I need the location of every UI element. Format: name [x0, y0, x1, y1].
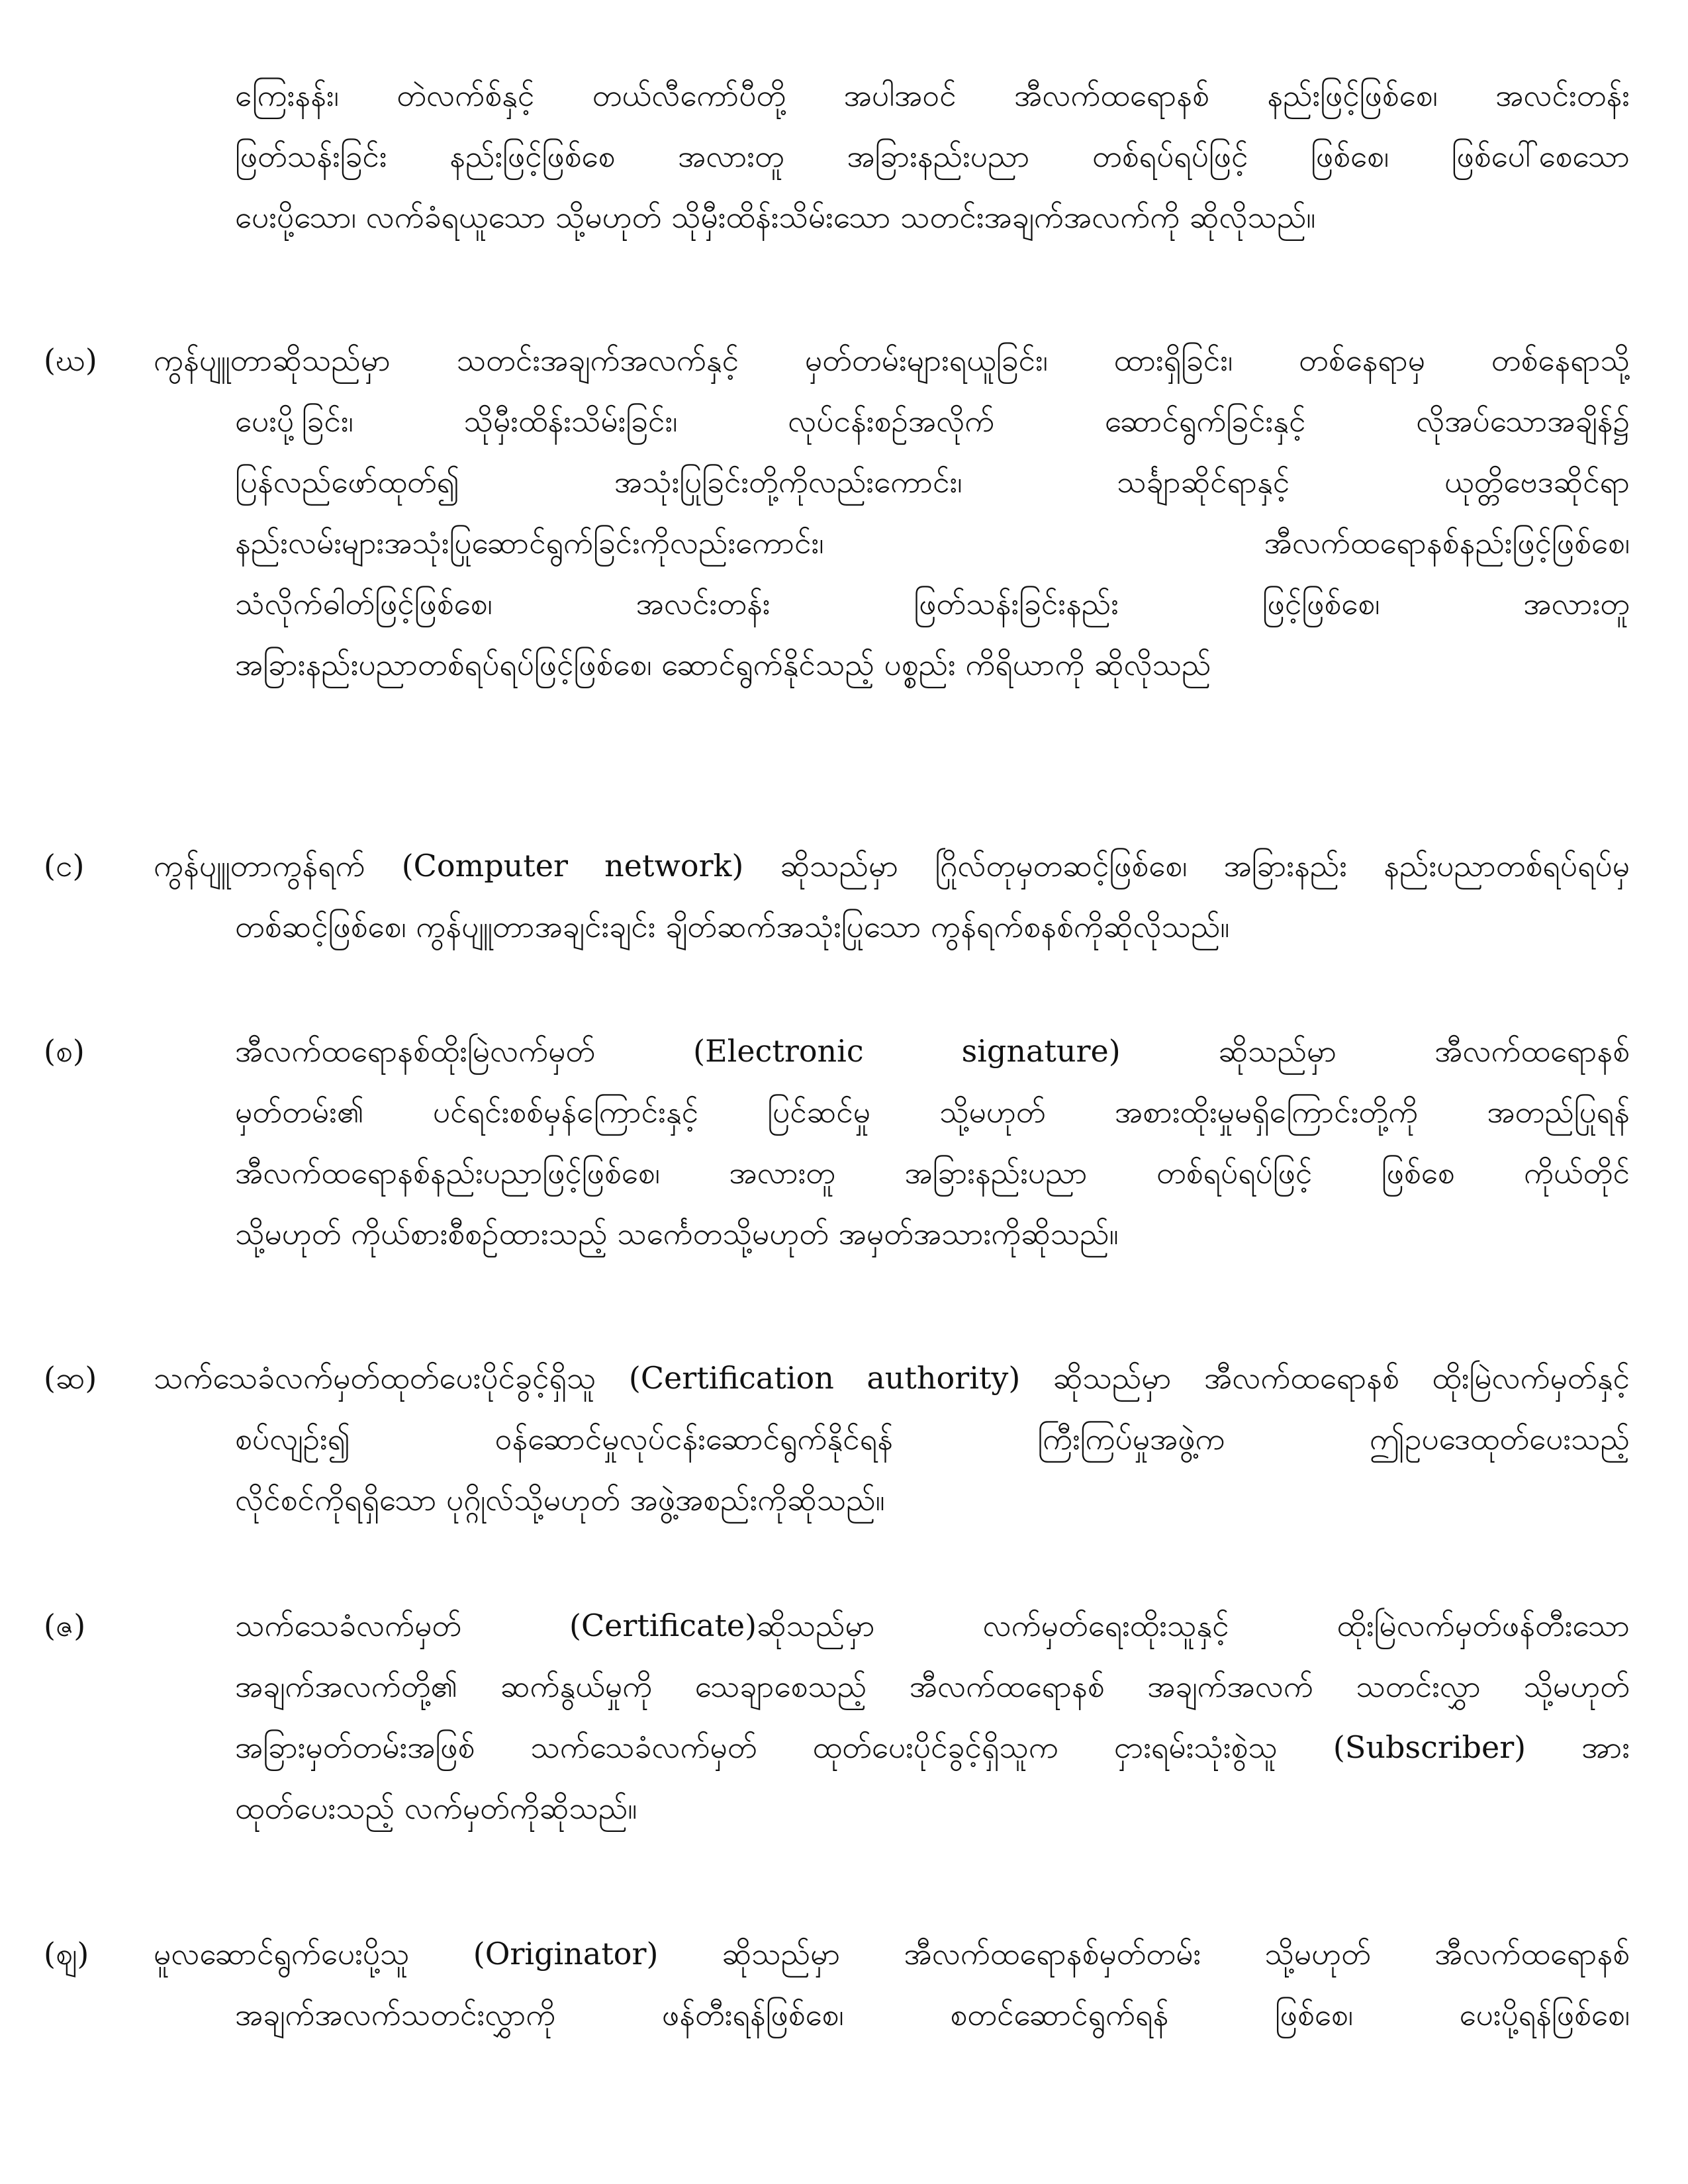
- clause-marker: (ဈ): [44, 1936, 89, 1972]
- clause-line: ပြန်လည်ဖော်ထုတ်၍ အသုံးပြုခြင်းတို့ကိုလည်းကောင်း၊ သင်္ချာဆိုင်ရာနှင့် ယုတ္တိဗေဒဆိုင်ရာ: [235, 464, 1630, 500]
- clause-line: အီလက်ထရောနစ်နည်းပညာဖြင့်ဖြစ်စေ၊ အလားတူ အခြားနည်းပညာ တစ်ရပ်ရပ်ဖြင့် ဖြစ်စေ ကိုယ်တိုင်: [235, 1155, 1630, 1191]
- clause-line: အချက်အလက်သတင်းလွှာကို ဖန်တီးရန်ဖြစ်စေ၊ စတင်ဆောင်ရွက်ရန် ဖြစ်စေ၊ ပေးပို့ရန်ဖြစ်စေ၊: [235, 1997, 1630, 2032]
- clause-line: နည်းလမ်းများအသုံးပြုဆောင်ရွက်ခြင်းကိုလည်းကောင်း၊ အီလက်ထရောနစ်နည်းဖြင့်ဖြစ်စေ၊: [235, 525, 1630, 561]
- clause-line: အချက်အလက်တို့၏ ဆက်နွယ်မှုကို သေချာစေသည့် အီလက်ထရောနစ် အချက်အလက် သတင်းလွှာ သို့မဟုတ်: [235, 1668, 1630, 1704]
- clause-marker: (စ): [44, 1033, 85, 1069]
- clause-line: စပ်လျဉ်း၍ ဝန်ဆောင်မှုလုပ်ငန်းဆောင်ရွက်နိုင်ရန် ကြီးကြပ်မှုအဖွဲ့က ဤဥပဒေထုတ်ပေးသည့်: [235, 1421, 1630, 1457]
- clause-line: မူလဆောင်ရွက်ပေးပို့သူ (Originator) ဆိုသည်မှာ အီလက်ထရောနစ်မှတ်တမ်း သို့မဟုတ် အီလက်ထရောနစ်: [154, 1936, 1630, 1972]
- clause-line: အီလက်ထရောနစ်ထိုးမြဲလက်မှတ် (Electronic signature) ဆိုသည်မှာ အီလက်ထရောနစ်: [235, 1033, 1630, 1069]
- clause-line: သက်သေခံလက်မှတ် (Certificate)ဆိုသည်မှာ လက်မှတ်ရေးထိုးသူနှင့် ထိုးမြဲလက်မှတ်ဖန်တီးသော: [235, 1608, 1630, 1643]
- clause-line: ကွန်ပျူတာဆိုသည်မှာ သတင်းအချက်အလက်နှင့် မှတ်တမ်းများရယူခြင်း၊ ထားရှိခြင်း၊ တစ်နေရာမှ တစ်နေရာသို့: [154, 342, 1630, 378]
- clause-marker: (ဇ): [44, 1608, 86, 1643]
- clause-marker: (ဆ): [44, 1360, 97, 1396]
- clause-line: လိုင်စင်ကိုရရှိသော ပုဂ္ဂိုလ်သို့မဟုတ် အဖွဲ့အစည်းကိုဆိုသည်။: [235, 1482, 885, 1518]
- clause-line: အခြားမှတ်တမ်းအဖြစ် သက်သေခံလက်မှတ် ထုတ်ပေးပိုင်ခွင့်ရှိသူက ငှားရမ်းသုံးစွဲသူ (Subscriber) အား: [235, 1729, 1630, 1765]
- clause-line: ပေးပို့ခြင်း၊ သိုမှီးထိန်းသိမ်းခြင်း၊ လုပ်ငန်းစဉ်အလိုက် ဆောင်ရွက်ခြင်းနှင့် လိုအပ်သောအချိန်၌: [235, 403, 1630, 439]
- clause-line: ထုတ်ပေးသည့် လက်မှတ်ကိုဆိုသည်။: [235, 1790, 637, 1826]
- clause-marker: (င): [44, 848, 85, 884]
- clause-marker: (ဃ): [44, 342, 97, 378]
- clause-line: တစ်ဆင့်ဖြစ်စေ၊ ကွန်ပျူတာအချင်းချင်း ချိတ်ဆက်အသုံးပြုသော ကွန်ရက်စနစ်ကိုဆိုလိုသည်။: [235, 909, 1230, 944]
- clause-line: အခြားနည်းပညာတစ်ရပ်ရပ်ဖြင့်ဖြစ်စေ၊ ဆောင်ရွက်နိုင်သည့် ပစ္စည်း ကိရိယာကို ဆိုလိုသည်: [235, 647, 1211, 682]
- paragraph-line: ပေးပို့သော၊ လက်ခံရယူသော သို့မဟုတ် သိုမှီးထိန်းသိမ်းသော သတင်းအချက်အလက်ကို ဆိုလိုသည်။: [235, 199, 1316, 235]
- clause-line: မှတ်တမ်း၏ ပင်ရင်းစစ်မှန်ကြောင်းနှင့် ပြင်ဆင်မှု သို့မဟုတ် အစားထိုးမှုမရှိကြောင်းတို့ကို အတည်ပြုရန်: [235, 1094, 1630, 1130]
- clause-line: ကွန်ပျူတာကွန်ရက် (Computer network) ဆိုသည်မှာ ဂြိုလ်တုမှတဆင့်ဖြစ်စေ၊ အခြားနည်း နည်းပညာတစ်ရပ်ရပ်မှ: [154, 848, 1630, 884]
- clause-line: သို့မဟုတ် ကိုယ်စားစီစဉ်ထားသည့် သင်္ကေတသို့မဟုတ် အမှတ်အသားကိုဆိုသည်။: [235, 1216, 1119, 1251]
- clause-line: သံလိုက်ဓါတ်ဖြင့်ဖြစ်စေ၊ အလင်းတန်း ဖြတ်သန်းခြင်းနည်း ဖြင့်ဖြစ်စေ၊ အလားတူ: [235, 586, 1630, 621]
- clause-line: သက်သေခံလက်မှတ်ထုတ်ပေးပိုင်ခွင့်ရှိသူ (Certification authority) ဆိုသည်မှာ အီလက်ထရောနစ် ထိုးမြဲလက်မှတ်နှင့်: [154, 1360, 1630, 1396]
- paragraph-line: ဖြတ်သန်းခြင်း နည်းဖြင့်ဖြစ်စေ အလားတူ အခြားနည်းပညာ တစ်ရပ်ရပ်ဖြင့် ဖြစ်စေ၊ ဖြစ်ပေါ်စေသော: [235, 138, 1630, 174]
- paragraph-line: ကြေးနန်း၊ တဲလက်စ်နှင့် တယ်လီကော်ပီတို့ အပါအဝင် အီလက်ထရောနစ် နည်းဖြင့်ဖြစ်စေ၊ အလင်းတန်း: [235, 77, 1630, 113]
